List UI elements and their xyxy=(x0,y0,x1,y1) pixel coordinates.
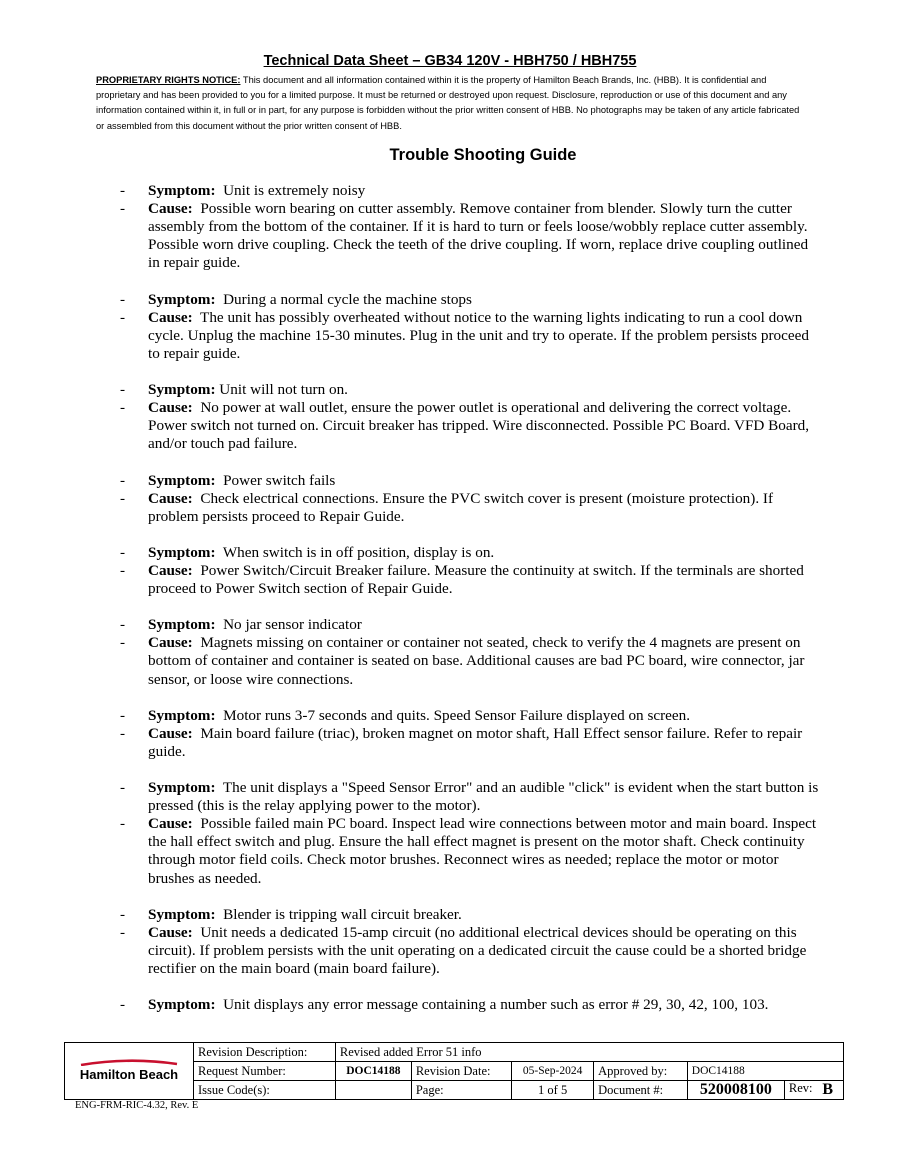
symptom-text: Unit is extremely noisy xyxy=(223,182,366,199)
troubleshooting-entry xyxy=(120,381,820,453)
cause-text: Magnets missing on container or container not seated, check to verify the 4 magnets are present on bottom of container and container is seated on base. Additional causes are bad PC board, wire connector, jar sensor, or loose wire connections. xyxy=(148,634,805,688)
cause-line xyxy=(120,634,820,688)
logo-text: Hamilton Beach xyxy=(79,1067,179,1082)
symptom-label: Symptom: xyxy=(148,779,216,797)
symptom-line xyxy=(120,616,820,634)
bullet-dash: - xyxy=(120,561,126,579)
cause-label: Cause: xyxy=(148,815,193,833)
symptom-label: Symptom: xyxy=(148,543,216,561)
form-code: ENG-FRM-RIC-4.32, Rev. E xyxy=(75,1100,199,1111)
revision-date-label: Revision Date: xyxy=(411,1062,511,1081)
bullet-dash: - xyxy=(120,182,126,199)
cause-line xyxy=(120,399,820,453)
bullet-dash: - xyxy=(120,290,126,308)
bullet-dash: - xyxy=(120,905,126,923)
bullet-dash: - xyxy=(120,923,126,941)
bullet-dash: - xyxy=(120,308,126,326)
symptom-text: When switch is in off position, display is on. xyxy=(222,543,495,561)
cause-text: Check electrical connections. Ensure the PVC switch cover is present (moisture protection). If problem persists proceed to Repair Guide. xyxy=(148,489,774,525)
symptom-label: Symptom: xyxy=(148,996,216,1014)
approved-by-value: DOC14188 xyxy=(687,1062,843,1081)
troubleshooting-entry xyxy=(120,291,820,363)
bullet-dash: - xyxy=(120,399,126,417)
bullet-dash: - xyxy=(120,381,126,399)
symptom-line xyxy=(120,544,820,562)
proprietary-notice xyxy=(96,73,808,134)
bullet-dash: - xyxy=(120,815,126,833)
issue-codes-label: Issue Code(s): xyxy=(194,1081,336,1100)
troubleshooting-entry xyxy=(120,472,820,526)
symptom-label: Symptom: xyxy=(148,616,216,634)
bullet-dash: - xyxy=(120,200,126,218)
symptom-line xyxy=(120,291,820,309)
bullet-dash: - xyxy=(120,489,126,507)
troubleshooting-entry xyxy=(120,616,820,688)
bullet-dash: - xyxy=(120,779,126,797)
troubleshooting-entry xyxy=(120,906,820,978)
bullet-dash: - xyxy=(120,471,126,489)
request-number-label: Request Number: xyxy=(194,1062,336,1081)
cause-label: Cause: xyxy=(148,634,193,652)
cause-label: Cause: xyxy=(148,399,193,417)
symptom-label: Symptom: xyxy=(148,905,216,923)
symptom-line xyxy=(120,182,820,200)
page-label: Page: xyxy=(411,1081,511,1100)
bullet-dash: - xyxy=(120,543,126,561)
cause-text: Power Switch/Circuit Breaker failure. Measure the continuity at switch. If the terminals are shorted proceed to Power Switch section of Repair Guide. xyxy=(148,561,804,598)
cause-text: Main board failure (triac), broken magnet on motor shaft, Hall Effect sensor failure. Refer to repair guide. xyxy=(148,724,803,760)
cause-line xyxy=(120,309,820,363)
troubleshooting-entry xyxy=(120,182,820,272)
bullet-dash: - xyxy=(120,616,126,634)
hamilton-beach-logo xyxy=(79,1059,179,1082)
logo-cell xyxy=(65,1043,194,1100)
cause-line xyxy=(120,924,820,978)
symptom-line xyxy=(120,779,820,815)
cause-label: Cause: xyxy=(148,724,193,742)
symptom-label: Symptom: xyxy=(148,471,216,489)
document-title: Technical Data Sheet – GB34 120V - HBH750 / HBH755 xyxy=(263,53,637,69)
troubleshooting-list xyxy=(120,182,820,1032)
cause-label: Cause: xyxy=(148,308,193,326)
cause-text: Possible worn bearing on cutter assembly. Remove container from blender. Slowly turn the cutter assembly from the bottom of the container. If it is hard to turn or feels loose/wobbly replace cutter assembly. Possible worn drive coupling. Check the teeth of the drive coupling. If worn, replace drive coupling outlined in repair guide. xyxy=(148,200,809,272)
symptom-text: No jar sensor indicator xyxy=(223,616,362,634)
rev-value: B xyxy=(822,1081,833,1098)
cause-label: Cause: xyxy=(148,561,193,579)
cause-line xyxy=(120,562,820,598)
cause-text: Unit needs a dedicated 15-amp circuit (no additional electrical devices should be operating on this circuit). If problem persists with the unit operating on a dedicated circuit the cause could be a shorted bridge rectifier on the main board (main board failure). xyxy=(148,923,807,978)
revision-date-value: 05-Sep-2024 xyxy=(512,1062,594,1081)
cause-label: Cause: xyxy=(148,923,193,941)
symptom-text: Motor runs 3-7 seconds and quits. Speed Sensor Failure displayed on screen. xyxy=(223,706,691,724)
troubleshooting-entry xyxy=(120,779,820,888)
symptom-label: Symptom: xyxy=(148,290,216,308)
symptom-label: Symptom: xyxy=(148,182,216,199)
cause-label: Cause: xyxy=(148,200,193,218)
symptom-text: Blender is tripping wall circuit breaker. xyxy=(223,905,462,923)
notice-text: This document and all information contained within it is the property of Hamilton Beach Brands, Inc. (HBB). It is confidential and proprietary and has been provided to you for a limited purpose. It must be returned or destroyed upon request. Disclosure, reproduction or use of this document and any information contained within it, in full or in part, for any purpose is forbidden without the prior written consent of HBB. No photographs may be taken of any article fabricated or assembled from this document without the prior written consent of HBB. xyxy=(96,75,800,131)
footer-row xyxy=(65,1043,844,1062)
bullet-dash: - xyxy=(120,724,126,742)
revision-footer-table xyxy=(64,1042,844,1100)
symptom-line xyxy=(120,707,820,725)
troubleshooting-entry xyxy=(120,544,820,598)
symptom-line xyxy=(120,906,820,924)
page-value: 1 of 5 xyxy=(512,1081,594,1100)
symptom-label: Symptom: xyxy=(148,706,216,724)
symptom-line xyxy=(120,472,820,490)
section-title: Trouble Shooting Guide xyxy=(389,146,577,164)
symptom-text: Unit will not turn on. xyxy=(219,381,348,399)
bullet-dash: - xyxy=(120,706,126,724)
cause-text: The unit has possibly overheated without notice to the warning lights indicating to run a cool down cycle. Unplug the machine 15-30 minutes. Plug in the unit and try to operate. If the problem persists proceed to repair guide. xyxy=(148,308,809,362)
symptom-text: The unit displays a "Speed Sensor Error" and an audible "click" is evident when the start button is pressed (this is the relay applying power to the motor). xyxy=(148,779,819,815)
document-number-value: 520008100 xyxy=(687,1081,784,1100)
troubleshooting-entry xyxy=(120,707,820,761)
issue-codes-value xyxy=(335,1081,411,1100)
symptom-label: Symptom: xyxy=(148,381,216,399)
symptom-line xyxy=(120,381,820,399)
request-number-value: DOC14188 xyxy=(335,1062,411,1081)
document-number-label: Document #: xyxy=(594,1081,688,1100)
troubleshooting-entry xyxy=(120,996,820,1014)
bullet-dash: - xyxy=(120,996,126,1014)
cause-line xyxy=(120,490,820,526)
cause-line xyxy=(120,725,820,761)
symptom-line xyxy=(120,996,820,1014)
bullet-dash: - xyxy=(120,634,126,652)
cause-text: No power at wall outlet, ensure the power outlet is operational and delivering the correct voltage. Power switch not turned on. Circuit breaker has tripped. Wire disconnected. Possible PC Board. VFD Board, and/or touch pad failure. xyxy=(148,399,810,453)
symptom-text: Unit displays any error message containing a number such as error # 29, 30, 42, 100, 103. xyxy=(223,996,769,1014)
cause-label: Cause: xyxy=(148,489,193,507)
notice-label: PROPRIETARY RIGHTS NOTICE: xyxy=(96,75,241,85)
rev-cell xyxy=(784,1081,843,1100)
cause-text: Possible failed main PC board. Inspect lead wire connections between motor and main board. Inspect the hall effect switch and plug. Ensure the hall effect magnet is present on the motor shaft. Check continuity through motor field coils. Check motor brushes. Reconnect wires as needed; replace the motor or motor brushes as needed. xyxy=(148,815,817,887)
revision-description-label: Revision Description: xyxy=(194,1043,336,1062)
cause-line xyxy=(120,200,820,272)
cause-line xyxy=(120,815,820,887)
revision-description-value: Revised added Error 51 info xyxy=(335,1043,843,1062)
logo-swoosh-icon xyxy=(79,1059,179,1066)
approved-by-label: Approved by: xyxy=(594,1062,688,1081)
rev-label: Rev: xyxy=(788,1081,813,1095)
symptom-text: During a normal cycle the machine stops xyxy=(223,290,472,308)
symptom-text: Power switch fails xyxy=(223,471,336,489)
